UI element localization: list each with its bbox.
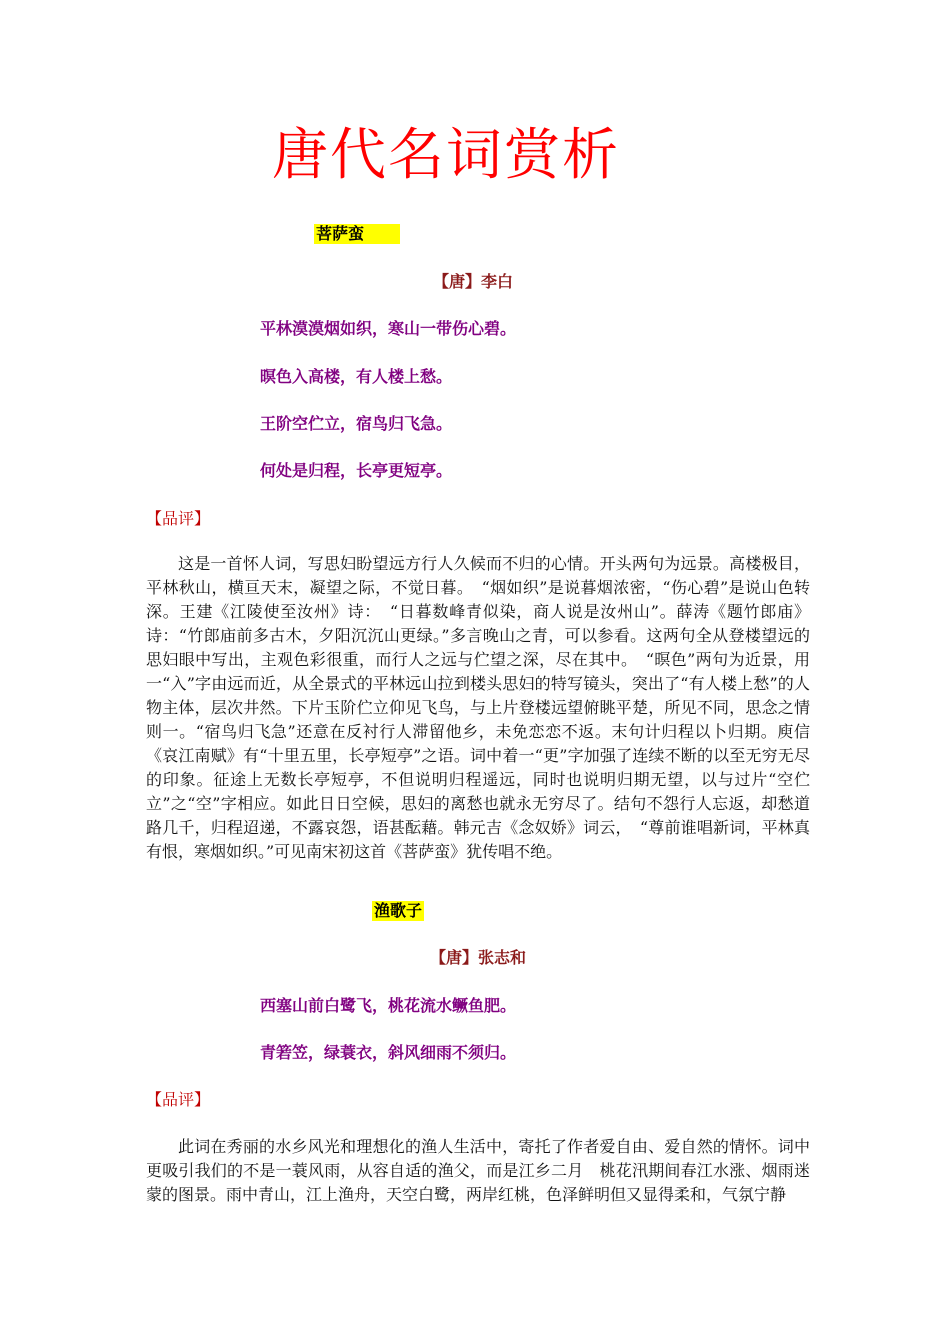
review-label: 【品评】: [146, 1090, 211, 1109]
verse-line: 何处是归程，长亭更短亭。: [260, 461, 453, 480]
poem-title-yugezi: 渔歌子: [374, 901, 423, 920]
poem-author-libai: 【唐】李白: [433, 272, 514, 291]
verse-line: 青箬笠，绿蓑衣，斜风细雨不须归。: [260, 1043, 517, 1062]
verse-line: 暝色入高楼，有人楼上愁。: [260, 367, 453, 386]
review-label: 【品评】: [146, 509, 211, 528]
verse-line: 平林漠漠烟如织，寒山一带伤心碧。: [260, 319, 517, 338]
verse-line: 王阶空伫立，宿鸟归飞急。: [260, 414, 453, 433]
verse-line: 西塞山前白鹭飞，桃花流水鳜鱼肥。: [260, 996, 517, 1015]
poem-author-zhangzhihe: 【唐】张志和: [430, 948, 527, 967]
page-title: 唐代名词赏析: [272, 123, 620, 188]
poem-title-pusaman: 菩萨蛮: [314, 224, 400, 244]
review-paragraph: 这是一首怀人词，写思妇盼望远方行人久候而不归的心情。开头两句为远景。高楼极目，平林秋山，横亘天末，凝望之际，不觉日暮。 “烟如织”是说暮烟浓密，“伤心碧”是说山色转深。王建《江陵使至汝州》诗： “日暮数峰青似染，商人说是汝州山”。薛涛《题竹郎庙》诗：“竹郎庙前多古木，夕阳沉沉山更绿。”多言晚山之青，可以参看。这两句全从登楼望远的思妇眼中写出，主观色彩很重，而行人之远与伫望之深，尽在其中。 “暝色”两句为近景，用一“入”字由远而近，从全景式的平林远山拉到楼头思妇的特写镜头，突出了“有人楼上愁”的人物主体，层次井然。下片玉阶伫立仰见飞鸟，与上片登楼远望俯眺平楚，所见不同，思念之情则一。“宿鸟归飞急”还意在反衬行人滞留他乡，未免恋恋不返。末句计归程以卜归期。庾信《哀江南赋》有“十里五里，长亭短亭”之语。词中着一“更”字加强了连续不断的以至无穷无尽的印象。征途上无数长亭短亭，不但说明归程遥远，同时也说明归期无望，以与过片“空伫立”之“空”字相应。如此日日空候，思妇的离愁也就永无穷尽了。结句不怨行人忘返，却愁道路几千，归程迢递，不露哀怨，语甚酝藉。韩元吉《念奴娇》词云， “尊前谁唱新词，平林真有恨，寒烟如织。”可见南宋初这首《菩萨蛮》犹传唱不绝。: [146, 554, 810, 861]
review-paragraph: 此词在秀丽的水乡风光和理想化的渔人生活中，寄托了作者爱自由、爱自然的情怀。词中更吸引我们的不是一蓑风雨，从容自适的渔父，而是江乡二月 桃花汛期间春江水涨、烟雨迷蒙的图景。雨中青山，江上渔舟，天空白鹭，两岸红桃，色泽鲜明但又显得柔和，气氛宁静: [146, 1137, 810, 1204]
